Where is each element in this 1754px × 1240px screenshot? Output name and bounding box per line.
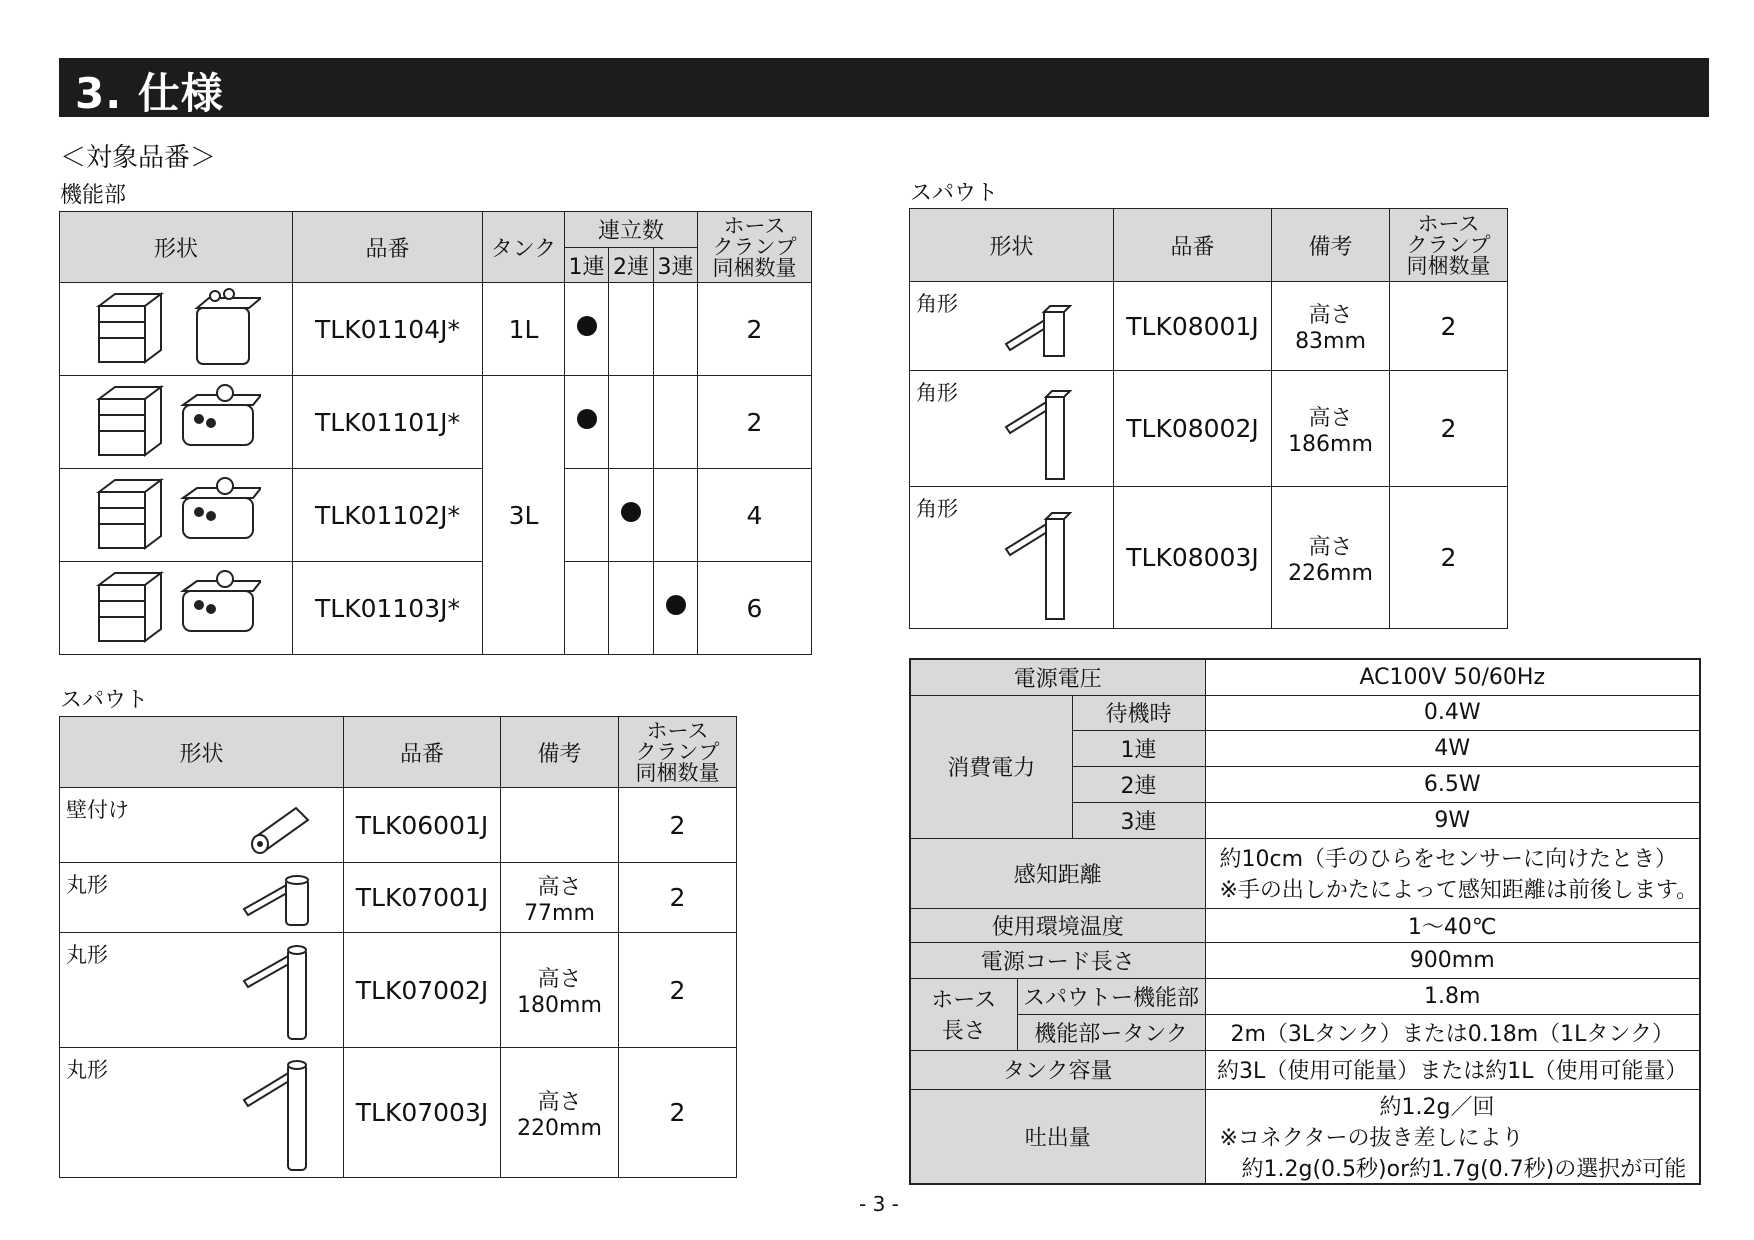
unit-3-mark — [654, 562, 698, 655]
part-no: TLK08003J — [1114, 487, 1272, 629]
spout-right-label: スパウト — [910, 181, 999, 206]
unit-with-3l-tank-image — [60, 562, 293, 655]
col-shape: 形状 — [60, 212, 293, 283]
remarks — [501, 788, 619, 863]
tank-size: 3L — [483, 376, 565, 655]
shape-name: 角形 — [916, 292, 958, 316]
col-part-no: 品番 — [344, 717, 501, 788]
hose-b-value: 2m（3Lタンク）または0.18m（1Lタンク） — [1205, 1014, 1700, 1050]
power-label: 消費電力 — [910, 695, 1072, 838]
clamp-qty: 2 — [1390, 487, 1508, 629]
hose-length-label: ホース 長さ — [910, 978, 1017, 1050]
col-shape: 形状 — [910, 209, 1114, 282]
unit-3-mark — [654, 469, 698, 562]
tank-size: 1L — [483, 283, 565, 376]
part-no: TLK08002J — [1114, 371, 1272, 487]
remarks: 高さ 77mm — [501, 863, 619, 933]
shape-name: 壁付け — [66, 798, 129, 822]
part-no: TLK01103J* — [293, 562, 483, 655]
unit-2-mark — [609, 376, 654, 469]
shape-name: 丸形 — [66, 873, 108, 897]
col-clamp-qty: ホース クランプ 同梱数量 — [698, 212, 812, 283]
hose-b-label: 機能部ータンク — [1017, 1014, 1205, 1050]
col-clamp-qty: ホース クランプ 同梱数量 — [1390, 209, 1508, 282]
table-row — [60, 376, 812, 469]
filled-dot-icon — [666, 595, 686, 615]
table-row — [60, 788, 737, 863]
sensing-label: 感知距離 — [910, 838, 1205, 908]
temp-label: 使用環境温度 — [910, 908, 1205, 942]
spout-left-label: スパウト — [60, 688, 149, 713]
unit-with-3l-tank-image — [60, 376, 293, 469]
tank-capacity-value: 約3L（使用可能量）または約1L（使用可能量） — [1205, 1050, 1700, 1089]
table-row — [910, 371, 1508, 487]
round-spout-icon — [240, 943, 320, 1043]
part-no: TLK01102J* — [293, 469, 483, 562]
shape-name: 丸形 — [66, 1058, 108, 1082]
clamp-qty: 2 — [1390, 282, 1508, 371]
standby-value: 0.4W — [1205, 695, 1700, 730]
col-clamp-qty: ホース クランプ 同梱数量 — [619, 717, 737, 788]
hose-a-value: 1.8m — [1205, 978, 1700, 1014]
unit-1-mark — [565, 283, 609, 376]
clamp-qty: 2 — [619, 933, 737, 1048]
section-title: 3. 仕様 — [75, 69, 224, 118]
table-row — [60, 469, 812, 562]
u3-label: 3連 — [1072, 802, 1205, 838]
discharge-label: 吐出量 — [910, 1089, 1205, 1184]
col-u2: 2連 — [609, 248, 654, 283]
standby-label: 待機時 — [1072, 695, 1205, 730]
remarks: 高さ 226mm — [1272, 487, 1390, 629]
cord-value: 900mm — [1205, 942, 1700, 978]
filled-dot-icon — [577, 409, 597, 429]
unit-1-mark — [565, 376, 609, 469]
shape-cell — [910, 487, 1114, 629]
square-spout-icon — [1004, 387, 1074, 483]
shape-cell — [60, 1048, 344, 1178]
table-row — [910, 487, 1508, 629]
part-no: TLK06001J — [344, 788, 501, 863]
part-no: TLK08001J — [1114, 282, 1272, 371]
shape-cell — [910, 371, 1114, 487]
filled-dot-icon — [577, 316, 597, 336]
table-row — [60, 1048, 737, 1178]
table-row — [60, 933, 737, 1048]
function-unit-label: 機能部 — [60, 183, 127, 208]
part-no: TLK01104J* — [293, 283, 483, 376]
col-tank: タンク — [483, 212, 565, 283]
shape-cell — [60, 788, 344, 863]
u3-value: 9W — [1205, 802, 1700, 838]
col-u3: 3連 — [654, 248, 698, 283]
page-number: - 3 - — [859, 1192, 899, 1216]
remarks: 高さ 83mm — [1272, 282, 1390, 371]
shape-name: 角形 — [916, 381, 958, 405]
unit-2-mark — [609, 283, 654, 376]
clamp-qty: 6 — [698, 562, 812, 655]
spout-right-table — [909, 208, 1508, 629]
wall-mount-spout-icon — [246, 798, 316, 854]
function-unit-3l-illustration — [91, 565, 261, 645]
discharge-value: 約1.2g／回 ※コネクターの抜き差しにより 約1.2g(0.5秒)or約1.7g(0.7秒)の選択が可能 — [1205, 1089, 1700, 1184]
u1-value: 4W — [1205, 730, 1700, 766]
clamp-qty: 2 — [1390, 371, 1508, 487]
part-no: TLK07002J — [344, 933, 501, 1048]
unit-3-mark — [654, 283, 698, 376]
table-row — [910, 282, 1508, 371]
unit-3-mark — [654, 376, 698, 469]
unit-1-mark — [565, 562, 609, 655]
filled-dot-icon — [621, 502, 641, 522]
spout-left-table — [59, 716, 737, 1178]
col-remarks: 備考 — [1272, 209, 1390, 282]
remarks: 高さ 180mm — [501, 933, 619, 1048]
target-heading: ＜対象品番＞ — [60, 143, 217, 173]
function-unit-1l-illustration — [91, 286, 261, 366]
col-remarks: 備考 — [501, 717, 619, 788]
tank-capacity-label: タンク容量 — [910, 1050, 1205, 1089]
temp-value: 1～40℃ — [1205, 908, 1700, 942]
unit-with-3l-tank-image — [60, 469, 293, 562]
shape-name: 角形 — [916, 497, 958, 521]
u2-label: 2連 — [1072, 766, 1205, 802]
part-no: TLK07001J — [344, 863, 501, 933]
clamp-qty: 4 — [698, 469, 812, 562]
shape-cell — [910, 282, 1114, 371]
col-part-no: 品番 — [1114, 209, 1272, 282]
unit-2-mark — [609, 469, 654, 562]
unit-1-mark — [565, 469, 609, 562]
shape-cell — [60, 863, 344, 933]
table-row — [60, 283, 812, 376]
col-shape: 形状 — [60, 717, 344, 788]
hose-a-label: スパウトー機能部 — [1017, 978, 1205, 1014]
clamp-qty: 2 — [698, 376, 812, 469]
round-spout-icon — [240, 871, 320, 929]
spec-table — [909, 658, 1701, 1185]
voltage-label: 電源電圧 — [910, 659, 1205, 695]
unit-with-1l-tank-image — [60, 283, 293, 376]
voltage-value: AC100V 50/60Hz — [1205, 659, 1700, 695]
remarks: 高さ 186mm — [1272, 371, 1390, 487]
sensing-value: 約10cm（手のひらをセンサーに向けたとき） ※手の出しかたによって感知距離は前後します。 — [1205, 838, 1700, 908]
u2-value: 6.5W — [1205, 766, 1700, 802]
part-no: TLK07003J — [344, 1048, 501, 1178]
unit-2-mark — [609, 562, 654, 655]
clamp-qty: 2 — [619, 788, 737, 863]
u1-label: 1連 — [1072, 730, 1205, 766]
function-unit-table — [59, 211, 812, 655]
cord-label: 電源コード長さ — [910, 942, 1205, 978]
function-unit-3l-illustration — [91, 472, 261, 552]
clamp-qty: 2 — [698, 283, 812, 376]
col-units: 連立数 — [565, 212, 698, 248]
function-unit-3l-illustration — [91, 379, 261, 459]
clamp-qty: 2 — [619, 1048, 737, 1178]
round-spout-icon — [240, 1056, 320, 1174]
clamp-qty: 2 — [619, 863, 737, 933]
part-no: TLK01101J* — [293, 376, 483, 469]
shape-name: 丸形 — [66, 943, 108, 967]
col-part-no: 品番 — [293, 212, 483, 283]
shape-cell — [60, 933, 344, 1048]
col-u1: 1連 — [565, 248, 609, 283]
table-row — [60, 562, 812, 655]
square-spout-icon — [1004, 511, 1074, 623]
remarks: 高さ 220mm — [501, 1048, 619, 1178]
table-row — [60, 863, 737, 933]
section-title-banner — [59, 58, 1709, 117]
square-spout-icon — [1004, 298, 1074, 360]
